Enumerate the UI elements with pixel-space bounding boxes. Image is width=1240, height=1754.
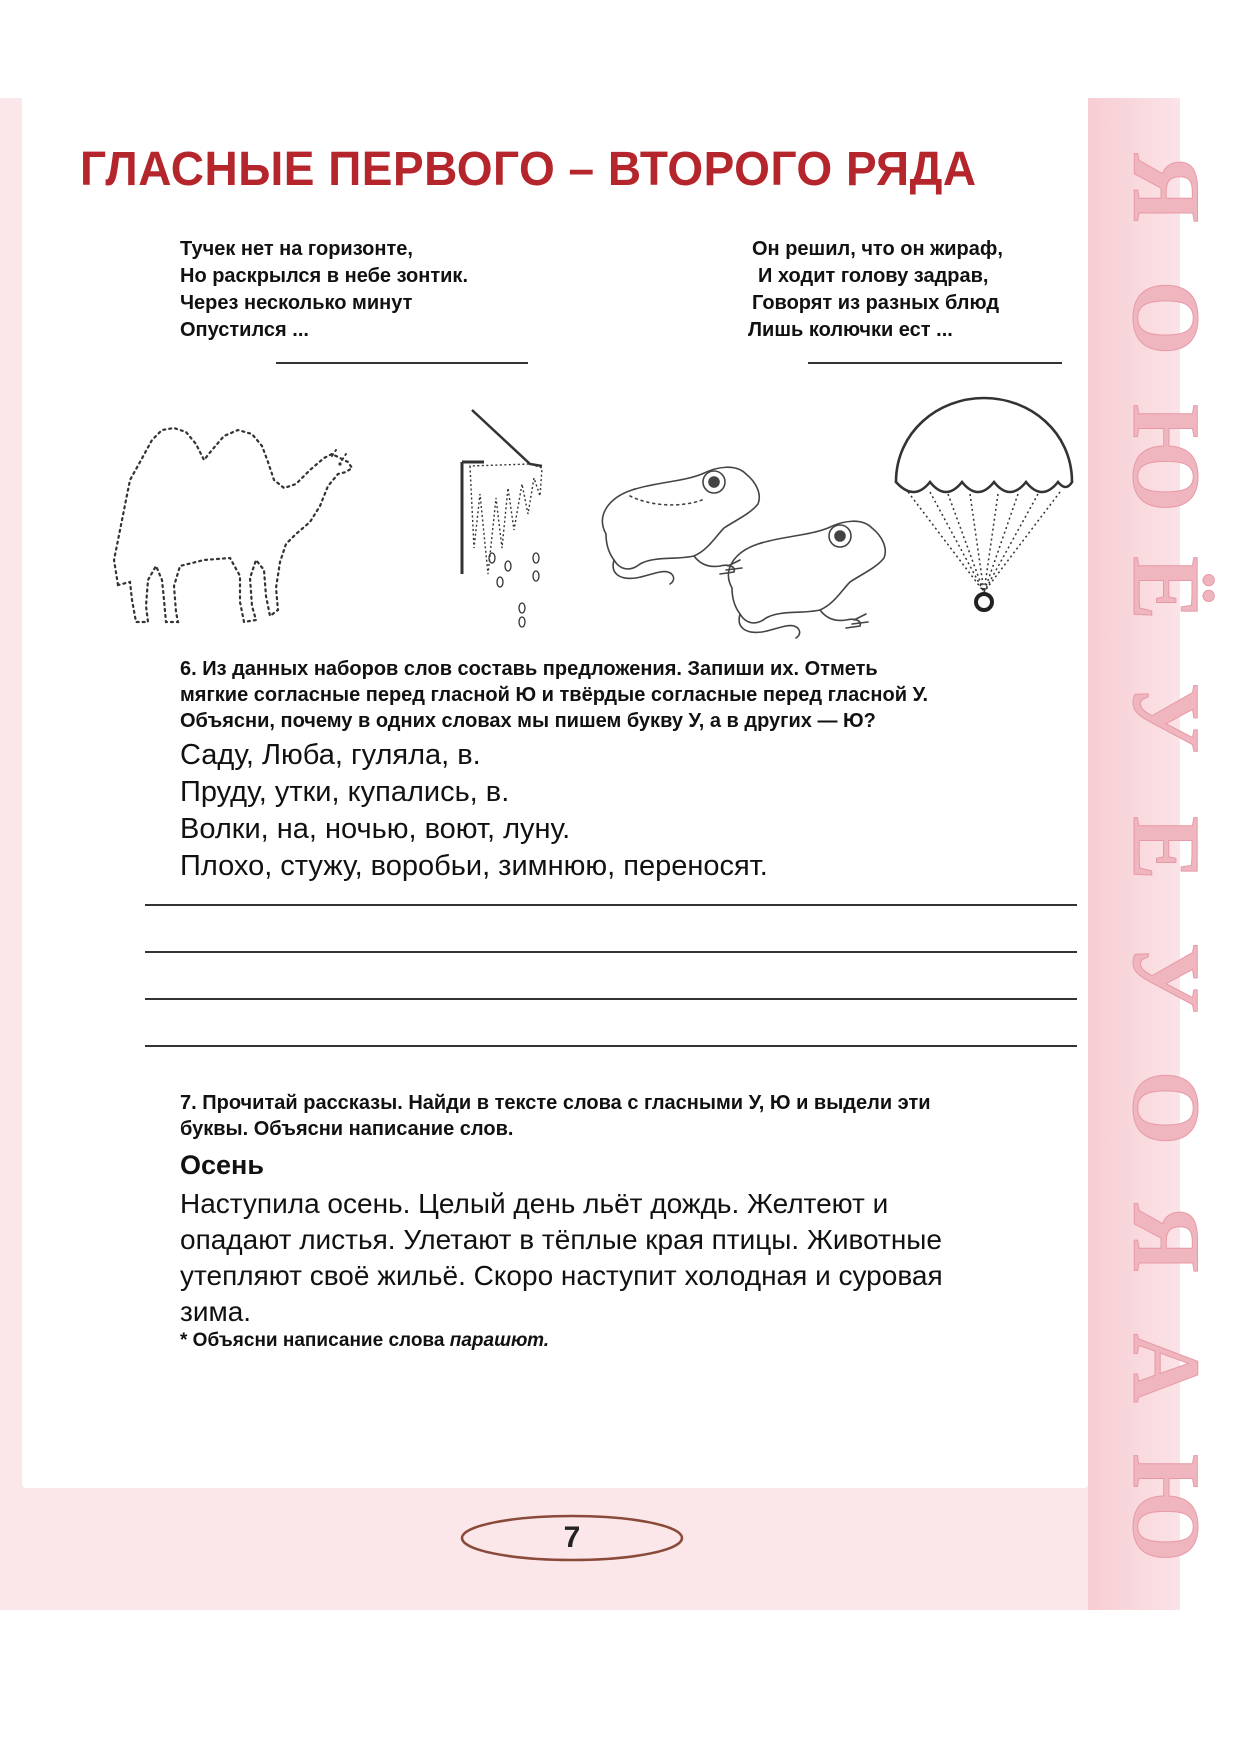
riddle-line: Лишь колючки ест ... — [748, 319, 953, 341]
story-line: Наступила осень. Целый день льёт дождь. Желтеют и — [180, 1188, 889, 1219]
riddle-line: Говорят из разных блюд — [752, 292, 1000, 314]
writing-line[interactable] — [145, 951, 1077, 953]
side-letter: Я — [1113, 153, 1220, 223]
riddle-line: Он решил, что он жираф, — [752, 238, 1003, 260]
riddle-line: Тучек нет на горизонте, — [180, 238, 413, 260]
footnote-word: парашют. — [449, 1330, 550, 1351]
camel-icon — [100, 410, 400, 630]
word-set: Волки, на, ночью, воют, луну. — [180, 813, 571, 845]
task7-line: 7. Прочитай рассказы. Найди в тексте слова с гласными У, Ю и выдели эти — [180, 1092, 931, 1114]
side-letter: Ё — [1113, 555, 1220, 621]
side-letter: Я — [1113, 1203, 1220, 1273]
writing-line[interactable] — [145, 904, 1077, 906]
task7-instructions — [180, 1090, 1060, 1142]
icicle-icon — [444, 398, 554, 628]
footnote-text: * Объясни написание слова — [180, 1330, 450, 1351]
side-letter: А — [1113, 1333, 1220, 1403]
riddle-line: И ходит голову задрав, — [758, 265, 989, 287]
frogs-icon — [590, 456, 900, 636]
riddle-right-answer-line[interactable] — [808, 362, 1062, 364]
word-set: Пруду, утки, купались, в. — [180, 776, 510, 808]
page-title: ГЛАСНЫЕ ПЕРВОГО – ВТОРОГО РЯДА — [80, 141, 977, 196]
parachute-icon — [888, 392, 1080, 618]
riddle-line: Через несколько минут — [180, 292, 413, 314]
writing-line[interactable] — [145, 998, 1077, 1000]
task6-line: Объясни, почему в одних словах мы пишем букву У, а в других — Ю? — [180, 710, 876, 732]
riddle-right — [748, 236, 1003, 344]
side-letter: Е — [1113, 815, 1220, 881]
story-line: утепляют своё жильё. Скоро наступит холодная и суровая — [180, 1260, 943, 1291]
task7-line: буквы. Объясни написание слов. — [180, 1118, 514, 1140]
task6-line: 6. Из данных наборов слов составь предложения. Запиши их. Отметь — [180, 658, 878, 680]
page-number-badge — [458, 1508, 686, 1568]
riddle-left-answer-line[interactable] — [276, 362, 528, 364]
page-number: 7 — [563, 1521, 581, 1554]
decorative-letter-band — [1088, 98, 1220, 1610]
side-letter: У — [1113, 682, 1220, 754]
riddle-line: Опустился ... — [180, 319, 309, 341]
word-sets — [180, 737, 768, 885]
story-line: опадают листья. Улетают в тёплые края птицы. Животные — [180, 1224, 942, 1255]
story-text — [180, 1186, 1060, 1330]
riddle-line: Но раскрылся в небе зонтик. — [180, 265, 468, 287]
side-letter: У — [1113, 942, 1220, 1014]
side-letter: Ю — [1113, 403, 1220, 513]
story-title: Осень — [180, 1150, 264, 1180]
task6-line: мягкие согласные перед гласной Ю и твёрдые согласные перед гласной У. — [180, 684, 929, 706]
writing-line[interactable] — [145, 1045, 1077, 1047]
riddle-left — [180, 236, 468, 344]
task6-instructions — [180, 656, 1060, 734]
story-line: зима. — [180, 1296, 252, 1327]
side-letter: Ю — [1113, 1453, 1220, 1563]
word-set: Плохо, стужу, воробьи, зимнюю, переносят. — [180, 850, 768, 882]
word-set: Саду, Люба, гуляла, в. — [180, 739, 481, 771]
footnote — [180, 1330, 549, 1352]
side-letter: О — [1113, 280, 1220, 356]
decorative-letters — [1088, 98, 1220, 1610]
side-letter: О — [1113, 1070, 1220, 1146]
